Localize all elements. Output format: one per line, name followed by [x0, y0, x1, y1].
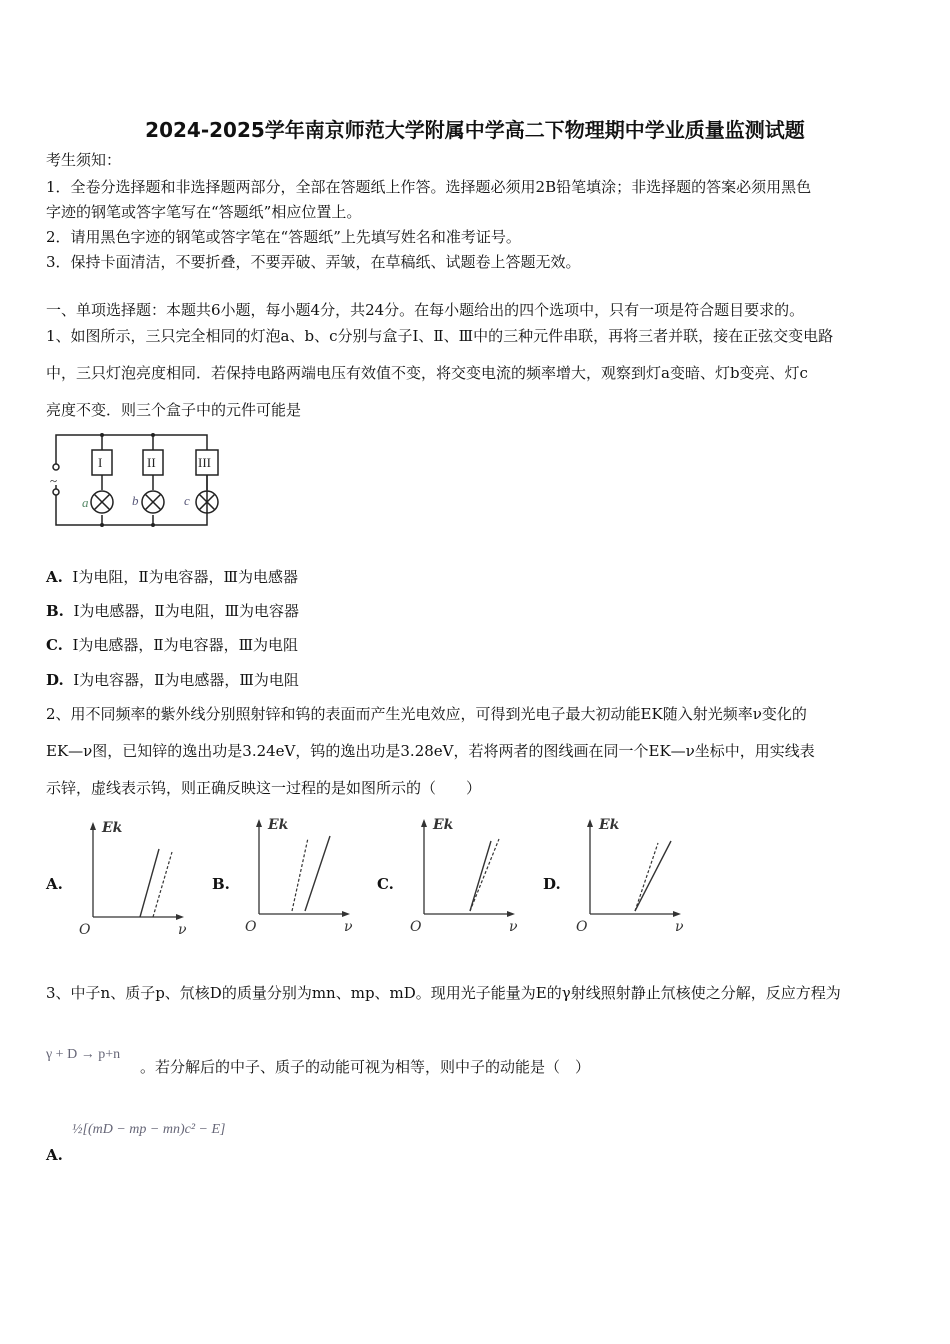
q3-text: 。若分解后的中子、质子的动能可视为相等，则中子的动能是（ ） — [140, 1058, 591, 1076]
page-title: 2024-2025学年南京师范大学附属中学高二下物理期中学业质量监测试题 — [145, 118, 805, 142]
option-d[interactable]: D. Ⅰ为电容器，Ⅱ为电感器，Ⅲ为电阻 — [46, 671, 299, 689]
x-arrow — [342, 911, 350, 917]
tungsten-dashed-line — [635, 843, 658, 911]
q1-text: 1、如图所示，三只完全相同的灯泡a、b、c分别与盒子Ⅰ、Ⅱ、Ⅲ中的三种元件串联，再将三者并联，接在正弦交变电路 — [46, 327, 834, 345]
graph-option-label[interactable]: A. — [46, 875, 63, 893]
y-axis-label: Ek — [102, 820, 123, 836]
reaction-equation: γ + D → p+n — [46, 1047, 121, 1062]
graph-option-label[interactable]: D. — [543, 875, 561, 893]
y-axis-label: Ek — [268, 817, 289, 833]
q2-text: 示锌，虚线表示钨，则正确反映这一过程的是如图所示的（ ） — [46, 779, 482, 797]
notice-line: 3．保持卡面清洁，不要折叠，不要弄破、弄皱，在草稿纸、试题卷上答题无效。 — [46, 253, 581, 271]
ac-source-symbol: ~ — [50, 473, 58, 488]
x-arrow — [507, 911, 515, 917]
q1-text: 亮度不变．则三个盒子中的元件可能是 — [46, 401, 302, 419]
option-a-formula: ½[(mD − mp − mn)c² − E] — [72, 1122, 226, 1137]
tungsten-dashed-line — [470, 839, 499, 911]
x-axis-label: ν — [675, 919, 684, 935]
notice-line: 1．全卷分选择题和非选择题两部分，全部在答题纸上作答。选择题必须用2B铅笔填涂；非选择题的答案必须用黑色 — [46, 178, 812, 196]
ek-nu-graph — [573, 811, 693, 936]
ek-nu-graph — [407, 811, 527, 936]
ek-nu-graph — [242, 811, 362, 936]
lamp-label: a — [82, 495, 89, 510]
lamp-label: b — [132, 493, 139, 508]
y-arrow — [256, 819, 262, 827]
zinc-solid-line — [305, 836, 330, 911]
zinc-solid-line — [635, 841, 671, 911]
origin-label: O — [245, 919, 257, 935]
x-arrow — [673, 911, 681, 917]
q3-text: 3、中子n、质子p、氘核D的质量分别为mn、mp、mD。现用光子能量为E的γ射线照射静止氘核使之分解，反应方程为 — [46, 984, 841, 1002]
x-axis-label: ν — [178, 922, 187, 938]
y-axis-label: Ek — [599, 817, 620, 833]
y-arrow — [421, 819, 427, 827]
q2-text: 2、用不同频率的紫外线分别照射锌和钨的表面而产生光电效应，可得到光电子最大初动能EK随入射光频率ν变化的 — [46, 705, 807, 723]
origin-label: O — [576, 919, 588, 935]
y-arrow — [90, 822, 96, 830]
zinc-solid-line — [470, 841, 491, 911]
notice-line: 字迹的钢笔或答字笔写在“答题纸”相应位置上。 — [46, 203, 362, 221]
option-c[interactable]: C. Ⅰ为电感器，Ⅱ为电容器，Ⅲ为电阻 — [46, 636, 299, 654]
notice-heading: 考生须知： — [46, 151, 122, 169]
y-axis-label: Ek — [433, 817, 454, 833]
notice-line: 2．请用黑色字迹的钢笔或答字笔在“答题纸”上先填写姓名和准考证号。 — [46, 228, 521, 246]
ek-nu-graph — [76, 814, 196, 939]
circuit-diagram — [40, 425, 230, 540]
section-heading: 一、单项选择题：本题共6小题，每小题4分，共24分。在每小题给出的四个选项中，只有一项是符合题目要求的。 — [46, 301, 805, 319]
box-label: II — [147, 455, 156, 470]
graph-option-label[interactable]: B. — [212, 875, 230, 893]
origin-label: O — [410, 919, 422, 935]
q2-text: EK—ν图，已知锌的逸出功是3.24eV，钨的逸出功是3.28eV，若将两者的图线画在同一个EK—ν坐标中，用实线表 — [46, 742, 815, 760]
box-label: III — [198, 455, 211, 470]
tungsten-dashed-line — [292, 838, 308, 911]
lamp-label: c — [184, 493, 190, 508]
box-label: I — [98, 455, 103, 470]
q1-text: 中，三只灯泡亮度相同．若保持电路两端电压有效值不变，将交变电流的频率增大，观察到灯a变暗、灯b变亮、灯c — [46, 364, 808, 382]
graph-option-label[interactable]: C. — [377, 875, 394, 893]
q3-option-a-label[interactable]: A. — [46, 1146, 63, 1164]
y-arrow — [587, 819, 593, 827]
x-arrow — [176, 914, 184, 920]
option-b[interactable]: B. Ⅰ为电感器，Ⅱ为电阻，Ⅲ为电容器 — [46, 602, 300, 620]
option-a[interactable]: A. Ⅰ为电阻，Ⅱ为电容器，Ⅲ为电感器 — [46, 568, 299, 586]
origin-label: O — [79, 922, 91, 938]
x-axis-label: ν — [344, 919, 353, 935]
x-axis-label: ν — [509, 919, 518, 935]
